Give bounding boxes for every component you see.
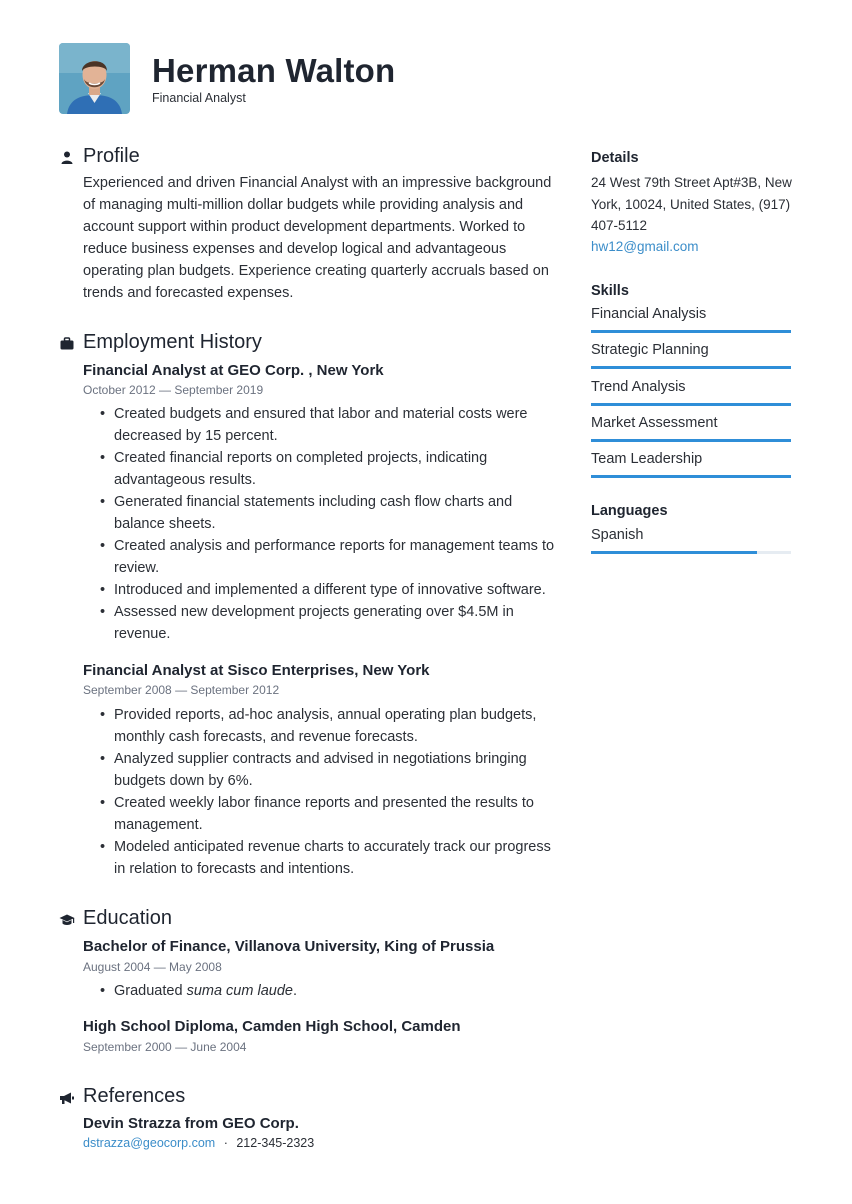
education-title: Bachelor of Finance, Villanova University, King of Prussia (83, 938, 495, 955)
skill-item (591, 379, 791, 395)
profile-text: Experienced and driven Financial Analyst with an impressive background of managing multi-million dollar budgets while providing analysis and account support within product development departments. Worked to reduce business expenses and develop logical and advantageous operating plan budgets. Experience creating quarterly accruals based on trends and forecasted expenses. (83, 175, 552, 301)
details-address: 24 West 79th Street Apt#3B, New York, 10024, United States, (917) 407-5112 (591, 175, 792, 233)
languages-heading: Languages (591, 503, 668, 519)
profile-heading: Profile (83, 145, 140, 167)
language-item (591, 527, 791, 543)
job-bullets (114, 704, 560, 880)
skill-item (591, 342, 791, 358)
list-item: • Modeled anticipated revenue charts to accurately track our progress in relation to forecasts and intentions. (114, 836, 560, 880)
skill-label: Trend Analysis (591, 379, 686, 395)
avatar (59, 43, 130, 114)
skill-bar (591, 439, 791, 442)
megaphone-icon (59, 1090, 75, 1106)
job-title: Financial Analyst at GEO Corp. , New York (83, 362, 384, 379)
job-bullets (114, 403, 560, 645)
skills-heading: Skills (591, 283, 629, 299)
skill-bar (591, 330, 791, 333)
education-title: High School Diploma, Camden High School, Camden (83, 1018, 461, 1035)
briefcase-icon (59, 336, 75, 352)
separator: · (223, 1136, 228, 1150)
skill-item (591, 451, 791, 467)
list-item: • Created financial reports on completed projects, indicating advantageous results. (114, 447, 560, 491)
education-heading: Education (83, 907, 172, 929)
list-item: • Generated financial statements including cash flow charts and balance sheets. (114, 491, 560, 535)
education-dates: September 2000 — June 2004 (83, 1040, 247, 1054)
list-item: • Created budgets and ensured that labor and material costs were decreased by 15 percent. (114, 403, 560, 447)
list-item: • Created weekly labor finance reports and presented the results to management. (114, 792, 560, 836)
list-item: • Provided reports, ad-hoc analysis, annual operating plan budgets, monthly cash forecasts, and revenue forecasts. (114, 704, 560, 748)
reference-email-link[interactable]: dstrazza@geocorp.com (83, 1136, 216, 1150)
details-email-link[interactable]: hw12@gmail.com (591, 239, 699, 254)
employment-heading: Employment History (83, 331, 262, 353)
candidate-name: Herman Walton (152, 52, 396, 89)
details-heading: Details (591, 150, 639, 166)
reference-name: Devin Strazza from GEO Corp. (83, 1115, 299, 1132)
skill-bar (591, 403, 791, 406)
skill-item (591, 415, 791, 431)
skill-label: Team Leadership (591, 451, 703, 467)
skill-label: Financial Analysis (591, 306, 707, 322)
skill-label: Market Assessment (591, 415, 718, 431)
job-dates: October 2012 — September 2019 (83, 383, 264, 397)
reference-contact (83, 1136, 314, 1150)
list-item: • Introduced and implemented a different type of innovative software. (114, 579, 560, 601)
reference-phone: 212-345-2323 (236, 1136, 315, 1150)
candidate-title: Financial Analyst (152, 91, 246, 105)
skill-label: Strategic Planning (591, 342, 709, 358)
person-icon (59, 150, 75, 166)
list-item: • Graduated suma cum laude. (114, 980, 560, 1002)
education-dates: August 2004 — May 2008 (83, 960, 222, 974)
skill-bar (591, 475, 791, 478)
education-bullets (114, 980, 560, 1002)
list-item: • Assessed new development projects generating over $4.5M in revenue. (114, 601, 560, 645)
job-dates: September 2008 — September 2012 (83, 683, 280, 697)
skill-item (591, 306, 791, 322)
skill-bar (591, 366, 791, 369)
graduation-cap-icon (59, 912, 75, 928)
language-bar (591, 551, 791, 554)
list-item: • Created analysis and performance reports for management teams to review. (114, 535, 560, 579)
list-item: • Analyzed supplier contracts and advised in negotiations bringing budgets down by 6%. (114, 748, 560, 792)
references-heading: References (83, 1085, 186, 1107)
language-label: Spanish (591, 527, 644, 543)
job-title: Financial Analyst at Sisco Enterprises, New York (83, 662, 430, 679)
